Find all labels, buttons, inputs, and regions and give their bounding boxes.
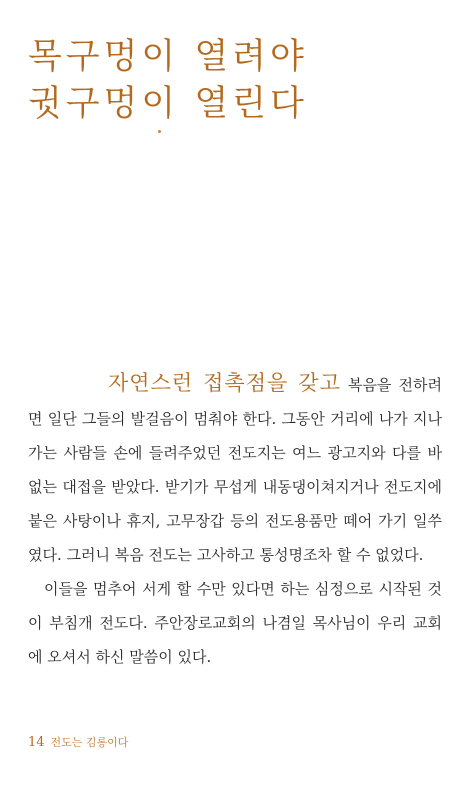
chapter-title-line-2: 귓구멍이 열린다 bbox=[28, 84, 308, 124]
paragraph-2: 이들을 멈추어 서게 할 수만 있다면 하는 심정으로 시작된 것이 부침개 전도다. 주안장로교회의 나겸일 목사님이 우리 교회에 오셔서 하신 말씀이 있다. bbox=[28, 580, 442, 666]
body-text bbox=[28, 366, 442, 674]
page-number: 14 bbox=[28, 735, 45, 750]
paragraph-1 bbox=[28, 366, 442, 572]
chapter-title bbox=[28, 34, 308, 128]
paragraph-1-text: 복음을 전하려면 일단 그들의 발걸음이 멈춰야 한다. 그동안 거리에 나가 지나가는 사람들 손에 들려주었던 전도지는 여느 광고지와 다를 바 없는 대접을 받았다. 받기가 무섭게 내동댕이쳐지거나 전도지에 붙은 사탕이나 휴지, 고무장갑 등의 전도용품만 떼어 가기 일쑤였다. 그러니 복음 전도는 고사하고 통성명조차 할 수 없었다. bbox=[28, 376, 442, 564]
chapter-title-line-1: 목구멍이 열려야 bbox=[28, 37, 308, 77]
running-title: 전도는 김롱이다 bbox=[50, 736, 129, 749]
decorative-dot bbox=[158, 130, 161, 133]
section-highlight: 자연스런 접촉점을 갖고 bbox=[108, 371, 341, 395]
page-footer bbox=[28, 734, 128, 750]
